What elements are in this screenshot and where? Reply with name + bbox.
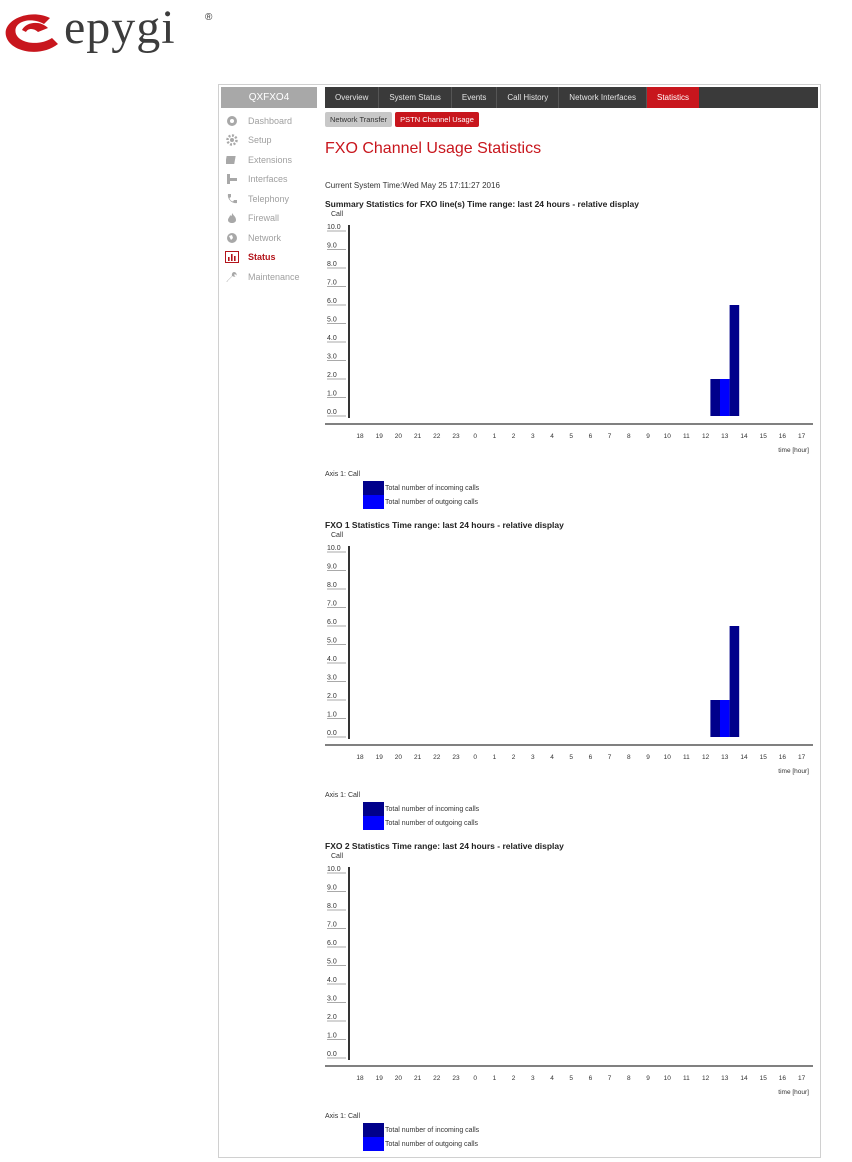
x-tick-label: 23 — [452, 754, 460, 761]
x-tick-label: 11 — [683, 1075, 690, 1082]
x-tick-label: 8 — [626, 1075, 631, 1082]
subtab-pstn-channel-usage[interactable]: PSTN Channel Usage — [395, 112, 479, 127]
sidebar-item-label: Setup — [248, 135, 272, 146]
x-tick-label: 16 — [778, 1075, 787, 1082]
legend-swatch-outgoing — [363, 495, 384, 509]
x-tick-label: 16 — [778, 433, 787, 440]
sidebar-item-setup[interactable] — [225, 131, 319, 151]
x-tick-label: 22 — [433, 754, 441, 761]
y-tick-label: 2.0 — [327, 1014, 337, 1021]
y-tick-label: 7.0 — [327, 279, 337, 287]
sidebar-item-status[interactable] — [225, 248, 319, 268]
tab-network-interfaces[interactable]: Network Interfaces — [559, 87, 647, 108]
x-tick-label: 1 — [492, 1075, 497, 1082]
sidebar-item-dashboard[interactable] — [225, 111, 319, 131]
x-tick-label: 13 — [721, 754, 729, 761]
axis-caption: Axis 1: Call — [325, 792, 361, 799]
legend-item-outgoing — [363, 816, 479, 830]
sidebar-item-telephony[interactable] — [225, 189, 319, 209]
axis-caption: Axis 1: Call — [325, 1113, 361, 1120]
y-tick-label: 6.0 — [327, 940, 337, 947]
sidebar-item-label: Extensions — [248, 154, 293, 165]
legend-item-incoming — [363, 1123, 479, 1137]
sidebar-item-firewall[interactable] — [225, 209, 319, 229]
flame-icon — [225, 212, 239, 224]
legend-swatch-outgoing — [363, 816, 384, 830]
y-tick-label: 3.0 — [327, 674, 337, 682]
interfaces-icon — [225, 173, 239, 185]
x-tick-label: 12 — [701, 433, 710, 440]
x-axis-unit: time [hour] — [778, 768, 809, 775]
sidebar-item-label: Firewall — [248, 213, 280, 224]
y-tick-label: 4.0 — [327, 335, 337, 342]
x-tick-label: 19 — [375, 1075, 383, 1082]
y-tick-label: 8.0 — [327, 261, 337, 268]
registered-mark: ® — [205, 12, 213, 23]
y-tick-label: 2.0 — [327, 693, 337, 700]
globe-icon — [225, 232, 239, 244]
logo-text: epygi — [64, 1, 176, 54]
y-tick-label: 9.0 — [327, 242, 337, 250]
x-tick-label: 7 — [607, 1075, 612, 1082]
x-tick-label: 6 — [588, 1075, 593, 1082]
x-tick-label: 2 — [511, 433, 516, 440]
legend-item-outgoing — [363, 1137, 479, 1151]
sidebar-item-extensions[interactable] — [225, 150, 319, 170]
x-tick-label: 8 — [626, 433, 631, 440]
y-axis-unit: Call — [331, 853, 344, 860]
x-tick-label: 7 — [607, 754, 612, 761]
y-tick-label: 7.0 — [327, 600, 337, 608]
x-tick-label: 14 — [740, 433, 748, 440]
legend-label: Total number of incoming calls — [385, 1126, 480, 1134]
x-tick-label: 15 — [759, 1075, 767, 1082]
x-tick-label: 3 — [530, 1075, 535, 1082]
y-tick-label: 6.0 — [327, 619, 337, 626]
tab-call-history[interactable]: Call History — [497, 87, 559, 108]
x-tick-label: 8 — [626, 754, 631, 761]
device-name: QXFXO4 — [221, 87, 317, 108]
gear-icon — [225, 134, 239, 146]
y-tick-label: 3.0 — [327, 353, 337, 361]
x-tick-label: 12 — [701, 754, 710, 761]
bar-incoming — [710, 379, 720, 416]
legend-swatch-outgoing — [363, 1137, 384, 1151]
bar-incoming — [730, 626, 740, 737]
y-tick-label: 4.0 — [327, 656, 337, 663]
x-tick-label: 16 — [778, 754, 787, 761]
bar-outgoing — [720, 379, 730, 416]
bar-chart — [325, 221, 817, 467]
x-tick-label: 9 — [646, 1075, 650, 1082]
chart-section-fxo2 — [325, 841, 817, 1159]
axis-caption: Axis 1: Call — [325, 471, 361, 478]
x-tick-label: 5 — [569, 433, 574, 440]
x-tick-label: 1 — [492, 433, 497, 440]
x-tick-label: 9 — [646, 754, 650, 761]
x-tick-label: 11 — [683, 754, 690, 761]
legend-item-outgoing — [363, 495, 479, 509]
top-navigation — [325, 87, 818, 108]
y-tick-label: 1.0 — [327, 1032, 337, 1040]
x-tick-label: 11 — [683, 433, 690, 440]
tab-events[interactable]: Events — [452, 87, 497, 108]
tab-system-status[interactable]: System Status — [379, 87, 452, 108]
x-tick-label: 20 — [394, 1075, 403, 1082]
x-tick-label: 21 — [413, 754, 422, 761]
y-tick-label: 5.0 — [327, 637, 337, 645]
x-tick-label: 9 — [646, 433, 650, 440]
chart-title: FXO 2 Statistics Time range: last 24 hours - relative display — [325, 841, 564, 851]
x-tick-label: 22 — [433, 433, 441, 440]
y-tick-label: 8.0 — [327, 582, 337, 589]
x-tick-label: 3 — [530, 433, 535, 440]
x-tick-label: 20 — [394, 754, 403, 761]
legend-label: Total number of incoming calls — [385, 805, 480, 813]
x-tick-label: 20 — [394, 433, 403, 440]
y-tick-label: 8.0 — [327, 903, 337, 910]
chart-legend — [363, 802, 479, 830]
x-tick-label: 13 — [721, 433, 729, 440]
y-tick-label: 10.0 — [327, 224, 341, 231]
chart-title: Summary Statistics for FXO line(s) Time range: last 24 hours - relative display — [325, 199, 639, 209]
legend-swatch-incoming — [363, 802, 384, 816]
sidebar-item-label: Dashboard — [248, 115, 293, 126]
x-axis-unit: time [hour] — [778, 447, 809, 454]
subtab-network-transfer[interactable]: Network Transfer — [325, 112, 392, 127]
y-tick-label: 1.0 — [327, 711, 337, 719]
x-tick-label: 14 — [740, 1075, 748, 1082]
x-tick-label: 5 — [569, 1075, 574, 1082]
x-tick-label: 18 — [356, 433, 364, 440]
tab-statistics[interactable]: Statistics — [647, 87, 699, 108]
bar-chart — [325, 542, 817, 788]
y-tick-label: 10.0 — [327, 866, 341, 873]
x-tick-label: 23 — [452, 433, 460, 440]
epygi-logo — [0, 1, 230, 56]
legend-label: Total number of outgoing calls — [385, 1140, 478, 1148]
subtabs — [325, 112, 479, 127]
system-time: Current System Time:Wed May 25 17:11:27 2016 — [325, 181, 500, 190]
x-tick-label: 7 — [607, 433, 612, 440]
x-tick-label: 13 — [721, 1075, 729, 1082]
x-axis-unit: time [hour] — [778, 1089, 809, 1096]
sidebar-item-interfaces[interactable] — [225, 170, 319, 190]
y-tick-label: 0.0 — [327, 730, 337, 737]
x-tick-label: 0 — [473, 754, 478, 761]
x-tick-label: 4 — [550, 1075, 554, 1082]
y-tick-label: 9.0 — [327, 563, 337, 571]
x-tick-label: 17 — [797, 754, 806, 761]
y-tick-label: 5.0 — [327, 958, 337, 966]
y-tick-label: 6.0 — [327, 298, 337, 305]
x-tick-label: 10 — [663, 433, 671, 440]
phone-icon — [225, 193, 239, 205]
x-tick-label: 1 — [492, 754, 497, 761]
sidebar-item-label: Telephony — [248, 193, 290, 204]
extensions-icon — [225, 154, 239, 166]
device-frame — [218, 84, 821, 1158]
chart-section-summary — [325, 199, 817, 517]
legend-item-incoming — [363, 802, 479, 816]
legend-label: Total number of outgoing calls — [385, 819, 478, 827]
y-tick-label: 5.0 — [327, 316, 337, 324]
legend-label: Total number of outgoing calls — [385, 498, 478, 506]
x-tick-label: 18 — [356, 1075, 364, 1082]
tab-overview[interactable]: Overview — [325, 87, 379, 108]
sidebar-item-label: Network — [248, 232, 282, 243]
sidebar-item-label: Status — [248, 252, 276, 263]
x-tick-label: 23 — [452, 1075, 460, 1082]
x-tick-label: 0 — [473, 1075, 478, 1082]
y-tick-label: 2.0 — [327, 372, 337, 379]
y-tick-label: 3.0 — [327, 995, 337, 1003]
bar-incoming — [730, 305, 740, 416]
x-tick-label: 6 — [588, 754, 593, 761]
dashboard-icon — [225, 115, 239, 127]
bar-incoming — [710, 700, 720, 737]
x-tick-label: 10 — [663, 1075, 671, 1082]
x-tick-label: 18 — [356, 754, 364, 761]
x-tick-label: 15 — [759, 433, 767, 440]
x-tick-label: 4 — [550, 433, 554, 440]
x-tick-label: 21 — [413, 433, 422, 440]
y-tick-label: 0.0 — [327, 409, 337, 416]
x-tick-label: 2 — [511, 754, 516, 761]
x-tick-label: 6 — [588, 433, 593, 440]
sidebar-item-label: Maintenance — [248, 271, 300, 282]
x-tick-label: 5 — [569, 754, 574, 761]
x-tick-label: 19 — [375, 433, 383, 440]
sidebar-item-maintenance[interactable] — [225, 267, 319, 287]
bar-outgoing — [720, 700, 730, 737]
x-tick-label: 2 — [511, 1075, 516, 1082]
y-tick-label: 4.0 — [327, 977, 337, 984]
x-tick-label: 0 — [473, 433, 478, 440]
y-tick-label: 10.0 — [327, 545, 341, 552]
bar-chart-icon — [225, 251, 239, 263]
x-tick-label: 10 — [663, 754, 671, 761]
x-tick-label: 19 — [375, 754, 383, 761]
x-tick-label: 21 — [413, 1075, 422, 1082]
wrench-icon — [225, 271, 239, 283]
sidebar-item-label: Interfaces — [248, 174, 288, 185]
logo-mark-icon — [0, 8, 62, 52]
chart-section-fxo1 — [325, 520, 817, 838]
legend-label: Total number of incoming calls — [385, 484, 480, 492]
y-axis-unit: Call — [331, 532, 344, 539]
x-tick-label: 17 — [797, 1075, 806, 1082]
x-tick-label: 4 — [550, 754, 554, 761]
x-tick-label: 3 — [530, 754, 535, 761]
sidebar-menu — [225, 111, 319, 287]
x-tick-label: 22 — [433, 1075, 441, 1082]
x-tick-label: 17 — [797, 433, 806, 440]
bar-chart — [325, 863, 817, 1109]
y-tick-label: 9.0 — [327, 884, 337, 892]
y-tick-label: 0.0 — [327, 1051, 337, 1058]
chart-legend — [363, 481, 479, 509]
x-tick-label: 14 — [740, 754, 748, 761]
legend-swatch-incoming — [363, 481, 384, 495]
legend-item-incoming — [363, 481, 479, 495]
legend-swatch-incoming — [363, 1123, 384, 1137]
page-title: FXO Channel Usage Statistics — [325, 140, 542, 157]
chart-legend — [363, 1123, 479, 1151]
sidebar-item-network[interactable] — [225, 228, 319, 248]
y-tick-label: 1.0 — [327, 390, 337, 398]
x-tick-label: 12 — [701, 1075, 710, 1082]
y-axis-unit: Call — [331, 211, 344, 218]
x-tick-label: 15 — [759, 754, 767, 761]
chart-title: FXO 1 Statistics Time range: last 24 hours - relative display — [325, 520, 564, 530]
y-tick-label: 7.0 — [327, 921, 337, 929]
